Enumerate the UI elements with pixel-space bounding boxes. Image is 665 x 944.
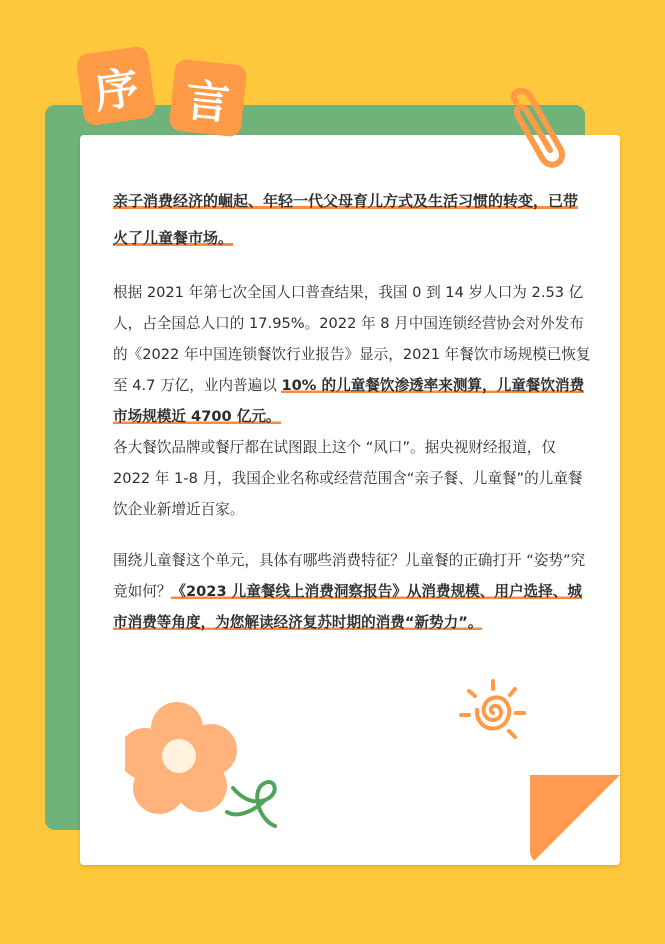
paragraph-brands: 各大餐饮品牌或餐厅都在试图跟上这个 “风口”。据央视财经报道，仅 2022 年 1-8 月，我国企业名称或经营范围含“亲子餐、儿童餐”的儿童餐饮企业新增近百家。 <box>113 439 583 518</box>
preface-content <box>113 183 591 638</box>
lead-text: 亲子消费经济的崛起、年轻一代父母育儿方式及生活习惯的转变，已带火了儿童餐市场。 <box>113 192 579 247</box>
para1-text: 根据 2021 年第七次全国人口普查结果，我国 0 到 14 岁人口为 2.53 亿人，占全国总人口的 17.95%。2022 年 8 月中国连锁经营协会对外发布的《2022 年中国连锁餐饮行业报告》显示，2021 年餐饮市场规模已恢复至 4.7 万亿，业内普遍以 <box>113 284 591 394</box>
para1-highlight: 10% 的儿童餐饮渗透率来测算，儿童餐饮消费市场规模近 4700 亿元。 <box>113 377 585 425</box>
sun-swirl-icon <box>455 675 530 750</box>
flower-icon <box>125 700 305 840</box>
para3-text: 围绕儿童餐这个单元，具体有哪些消费特征？儿童餐的正确打开 “姿势”究竟如何？ <box>113 552 586 600</box>
title-char-1: 序 <box>75 45 156 126</box>
lead-statement <box>113 183 591 257</box>
paragraph-report <box>113 545 591 638</box>
para3-highlight: 《2023 儿童餐线上消费洞察报告》从消费规模、用户选择、城市消费等角度，为您解读经济复苏时期的消费“新势力”。 <box>113 583 582 631</box>
paperclip-icon <box>498 88 578 178</box>
paragraph-population <box>113 277 591 432</box>
title-char-2: 言 <box>168 58 247 137</box>
